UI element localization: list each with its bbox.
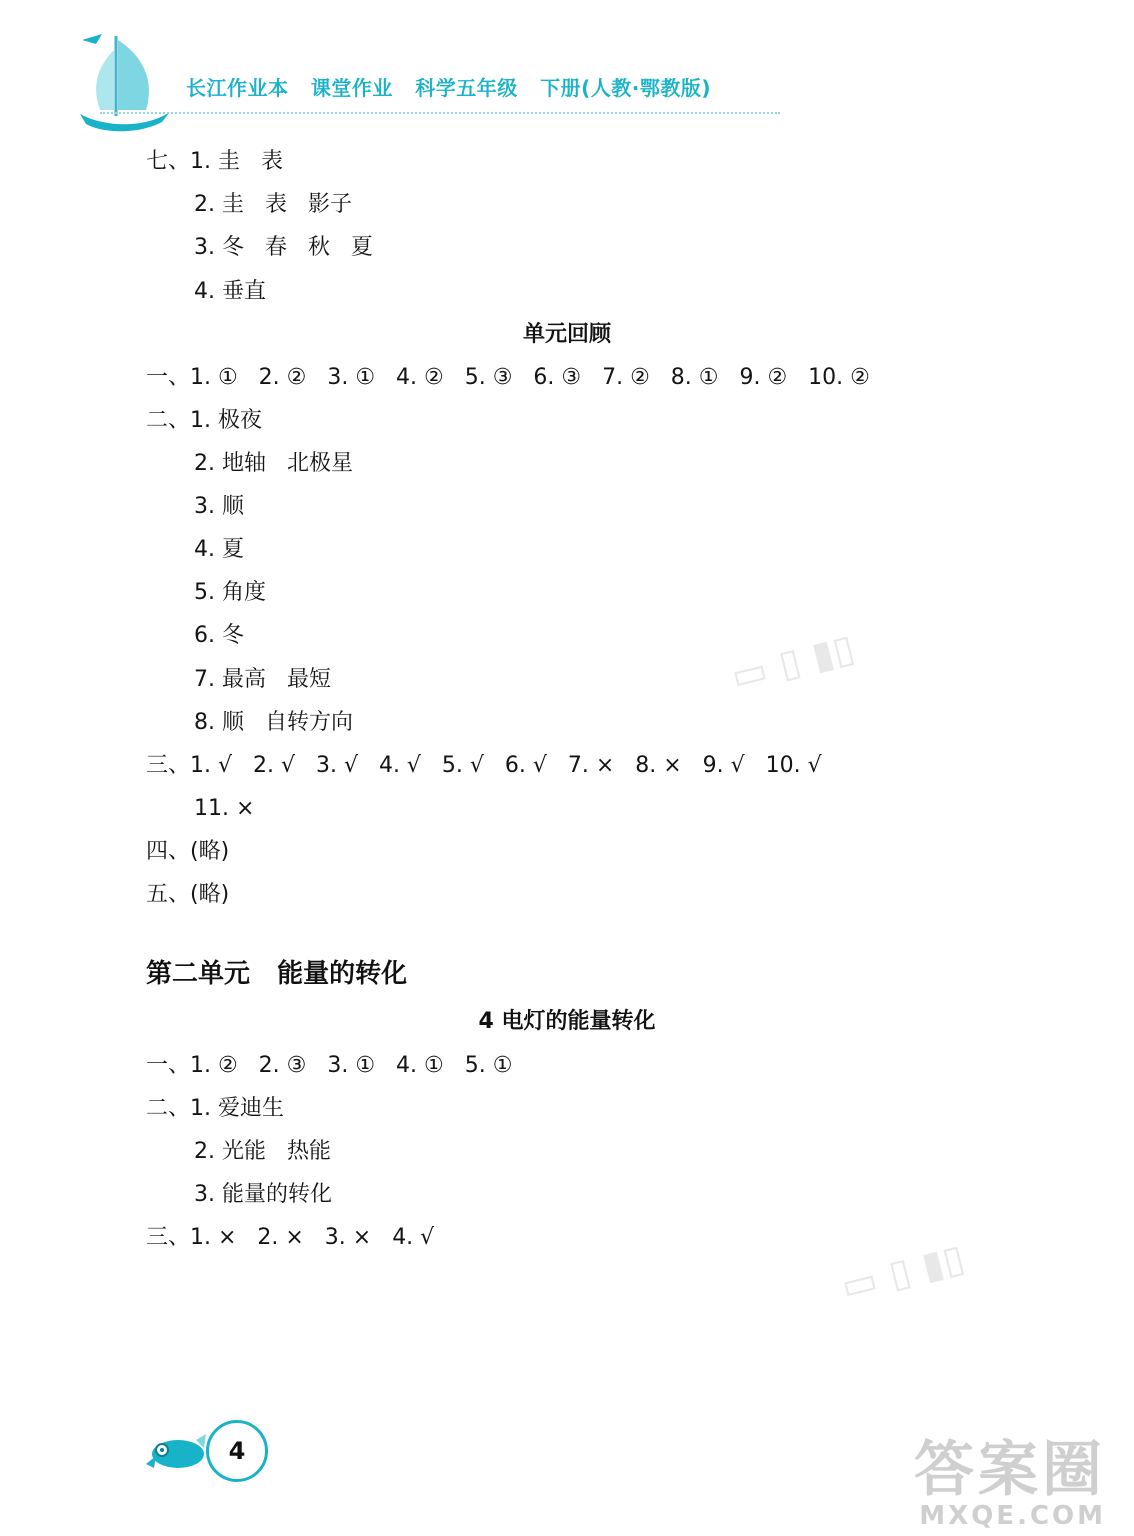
lesson-q2-line-1: 二、1. 爱迪生 [146, 1096, 284, 1121]
review-q2-line-4: 4. 夏 [194, 537, 244, 562]
sailboat-icon [76, 30, 172, 134]
lesson-title: 4 电灯的能量转化 [478, 1009, 656, 1034]
review-q2-line-2: 2. 地轴 北极星 [194, 451, 353, 476]
faint-stamp-mark: ▭ ▯ ▮▯ [836, 1235, 969, 1309]
review-q2-line-3: 3. 顺 [194, 494, 244, 519]
watermark-text: 答案圈 [914, 1435, 1106, 1505]
review-q3-line-2: 11. × [194, 796, 255, 821]
unit-review-title: 单元回顾 [522, 322, 611, 347]
header-title: 长江作业本 课堂作业 科学五年级 下册(人教·鄂教版) [186, 76, 712, 100]
s7-line-4: 4. 垂直 [194, 279, 266, 304]
header-divider [100, 112, 780, 114]
review-q4: 四、(略) [146, 839, 230, 864]
review-q2-line-5: 5. 角度 [194, 580, 266, 605]
site-watermark [914, 1435, 1106, 1531]
lesson-q3: 三、1. × 2. × 3. × 4. √ [146, 1225, 435, 1250]
review-q1: 一、1. ① 2. ② 3. ① 4. ② 5. ③ 6. ③ 7. ② 8. ① 9. ② 10. ② [146, 365, 870, 390]
lesson-q2-line-2: 2. 光能 热能 [194, 1139, 331, 1164]
review-q2-line-1: 二、1. 极夜 [146, 408, 262, 433]
review-q5: 五、(略) [146, 882, 230, 907]
review-q2-line-6: 6. 冬 [194, 623, 244, 648]
unit2-heading: 第二单元 能量的转化 [146, 959, 408, 989]
review-q2-line-7: 7. 最高 最短 [194, 667, 331, 692]
review-q2-line-8: 8. 顺 自转方向 [194, 710, 353, 735]
faint-stamp-mark: ▭ ▯ ▮▯ [726, 625, 859, 699]
mascot-icon [140, 1428, 210, 1472]
watermark-url: MXQE.COM [919, 1501, 1106, 1531]
s7-line-3: 3. 冬 春 秋 夏 [194, 235, 373, 260]
review-q3-line-1: 三、1. √ 2. √ 3. √ 4. √ 5. √ 6. √ 7. × 8. × 9. √ 10. √ [146, 753, 822, 778]
lesson-q1: 一、1. ② 2. ③ 3. ① 4. ① 5. ① [146, 1053, 513, 1078]
page-number: 4 [206, 1420, 268, 1482]
s7-line-2: 2. 圭 表 影子 [194, 192, 352, 217]
s7-line-1: 七、1. 圭 表 [146, 149, 283, 174]
lesson-q2-line-3: 3. 能量的转化 [194, 1182, 332, 1207]
sailboat-logo [76, 30, 172, 134]
